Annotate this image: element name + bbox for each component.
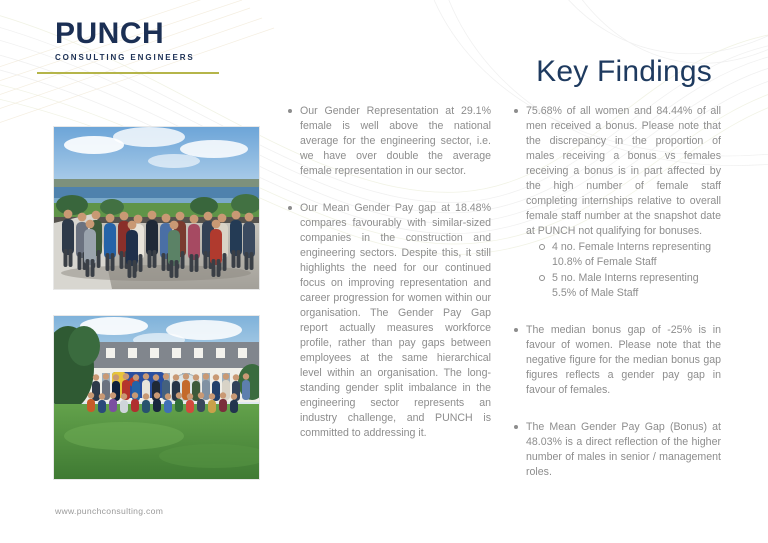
list-item bbox=[288, 201, 491, 441]
list-item bbox=[288, 104, 491, 179]
bullet-dot-icon bbox=[514, 328, 518, 332]
bullet-dot-icon bbox=[514, 425, 518, 429]
female-interns-note: 4 no. Female Interns representing 10.8% of Female Staff bbox=[552, 241, 711, 268]
intern-sublist bbox=[539, 240, 721, 301]
list-item bbox=[514, 323, 721, 398]
finding-mean-bonus-gap: The Mean Gender Pay Gap (Bonus) at 48.03% is a direct reflection of the higher number of males in senior / management roles. bbox=[526, 421, 721, 478]
sub-list-item bbox=[539, 271, 721, 301]
finding-gender-representation: Our Gender Representation at 29.1% female is well above the national average for the engineering sector, i.e. we have over double the average female representation in our sector. bbox=[300, 105, 491, 177]
bullet-dot-icon bbox=[288, 109, 292, 113]
list-item bbox=[514, 104, 721, 301]
finding-mean-pay-gap: Our Mean Gender Pay gap at 18.48% compares favourably with similar-sized companies in the construction and engineering sectors. Despite this, it still highlights the need for our continued focus on improving representation and career progression for women within our organisation. The Gender Pay Gap report actually measures workforce profile, rather than pay gaps between employees at the same hierarchical level within an organisation. The long-standing gender split imbalance in the engineering sector represents an industry challenge, and PUNCH is committed to addressing it. bbox=[300, 202, 491, 439]
findings-column-right bbox=[514, 104, 721, 480]
brand-tagline: CONSULTING ENGINEERS bbox=[55, 53, 195, 62]
brand-name: PUNCH bbox=[55, 17, 165, 50]
sub-bullet-circle-icon bbox=[539, 244, 545, 250]
list-item bbox=[514, 420, 721, 480]
bullet-dot-icon bbox=[288, 206, 292, 210]
finding-bonus-proportion-text: 75.68% of all women and 84.44% of all men received a bonus. Please note that the discrepancy in the proportion of males receiving a bonus vs females receiving a bonus is in part affected by the high number of female staff completing internships relative to overall female staff number at the snapshot date at PUNCH not qualifying for bonuses. bbox=[526, 105, 721, 237]
brand-logo bbox=[55, 18, 195, 62]
male-interns-note: 5 no. Male Interns representing 5.5% of Male Staff bbox=[552, 272, 699, 299]
team-photo-hotel-lawn bbox=[53, 315, 260, 480]
sub-list-item bbox=[539, 240, 721, 270]
team-photo-lakeside bbox=[53, 126, 260, 290]
finding-median-bonus-gap: The median bonus gap of -25% is in favour of women. Please note that the negative figure for the median bonus gap figures reflects a gender pay gap in favour of females. bbox=[526, 324, 721, 396]
bullet-dot-icon bbox=[514, 109, 518, 113]
findings-column-left bbox=[288, 104, 491, 441]
page-title: Key Findings bbox=[536, 55, 712, 88]
sub-bullet-circle-icon bbox=[539, 275, 545, 281]
website-link[interactable]: www.punchconsulting.com bbox=[55, 506, 164, 516]
finding-bonus-proportion bbox=[526, 104, 721, 301]
brand-underline-rule bbox=[37, 72, 219, 74]
